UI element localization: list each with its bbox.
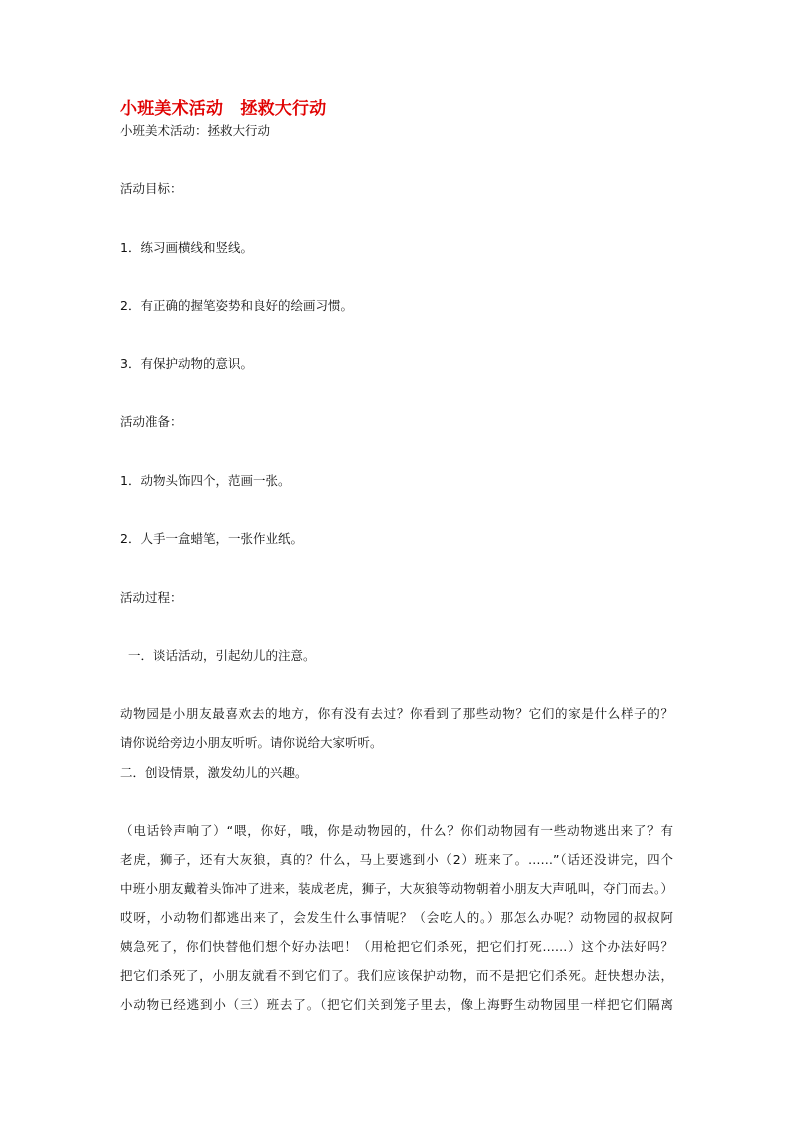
goal-item-3: 3．有保护动物的意识。 xyxy=(120,356,253,371)
prep-heading: 活动准备： xyxy=(120,414,183,429)
paragraph-2-line-2: 老虎，狮子，还有大灰狼，真的？什么，马上要逃到小（2）班来了。……”（话还没讲完，四个 xyxy=(120,852,673,867)
paragraph-2-line-4: 哎呀，小动物们都逃出来了，会发生什么事情呢？（会吃人的。）那怎么办呢？动物园的叔叔阿 xyxy=(120,910,673,925)
document-title: 小班美术活动 拯救大行动 xyxy=(120,99,327,119)
paragraph-2-line-7: 小动物已经逃到小（三）班去了。（把它们关到笼子里去，像上海野生动物园里一样把它们隔离 xyxy=(120,997,673,1012)
paragraph-2-line-5: 姨急死了，你们快替他们想个好办法吧！（用枪把它们杀死，把它们打死……）这个办法好吗？ xyxy=(120,939,673,954)
goals-heading: 活动目标： xyxy=(120,181,183,196)
paragraph-1-line-1: 动物园是小朋友最喜欢去的地方，你有没有去过？你看到了那些动物？它们的家是什么样子的？ xyxy=(120,706,673,721)
paragraph-1-line-2: 请你说给旁边小朋友听听。请你说给大家听听。 xyxy=(120,735,383,750)
goal-item-2: 2．有正确的握笔姿势和良好的绘画习惯。 xyxy=(120,298,353,313)
prep-item-1: 1．动物头饰四个，范画一张。 xyxy=(120,473,291,488)
paragraph-2-line-6: 把它们杀死了，小朋友就看不到它们了。我们应该保护动物，而不是把它们杀死。赶快想办法， xyxy=(120,968,673,983)
paragraph-2-line-3: 中班小朋友戴着头饰冲了进来，装成老虎，狮子，大灰狼等动物朝着小朋友大声吼叫，夺门而去。） xyxy=(120,881,673,896)
document-subtitle: 小班美术活动：拯救大行动 xyxy=(120,123,271,138)
process-heading: 活动过程： xyxy=(120,590,183,605)
goal-item-1: 1．练习画横线和竖线。 xyxy=(120,240,253,255)
prep-item-2: 2．人手一盒蜡笔，一张作业纸。 xyxy=(120,531,303,546)
paragraph-2-line-1: （电话铃声响了）“喂，你好，哦，你是动物园的，什么？你们动物园有一些动物逃出来了？有 xyxy=(120,823,673,838)
process-step-2: 二．创设情景，激发幼儿的兴趣。 xyxy=(120,765,308,780)
process-step-1: 一．谈话活动，引起幼儿的注意。 xyxy=(128,648,316,663)
